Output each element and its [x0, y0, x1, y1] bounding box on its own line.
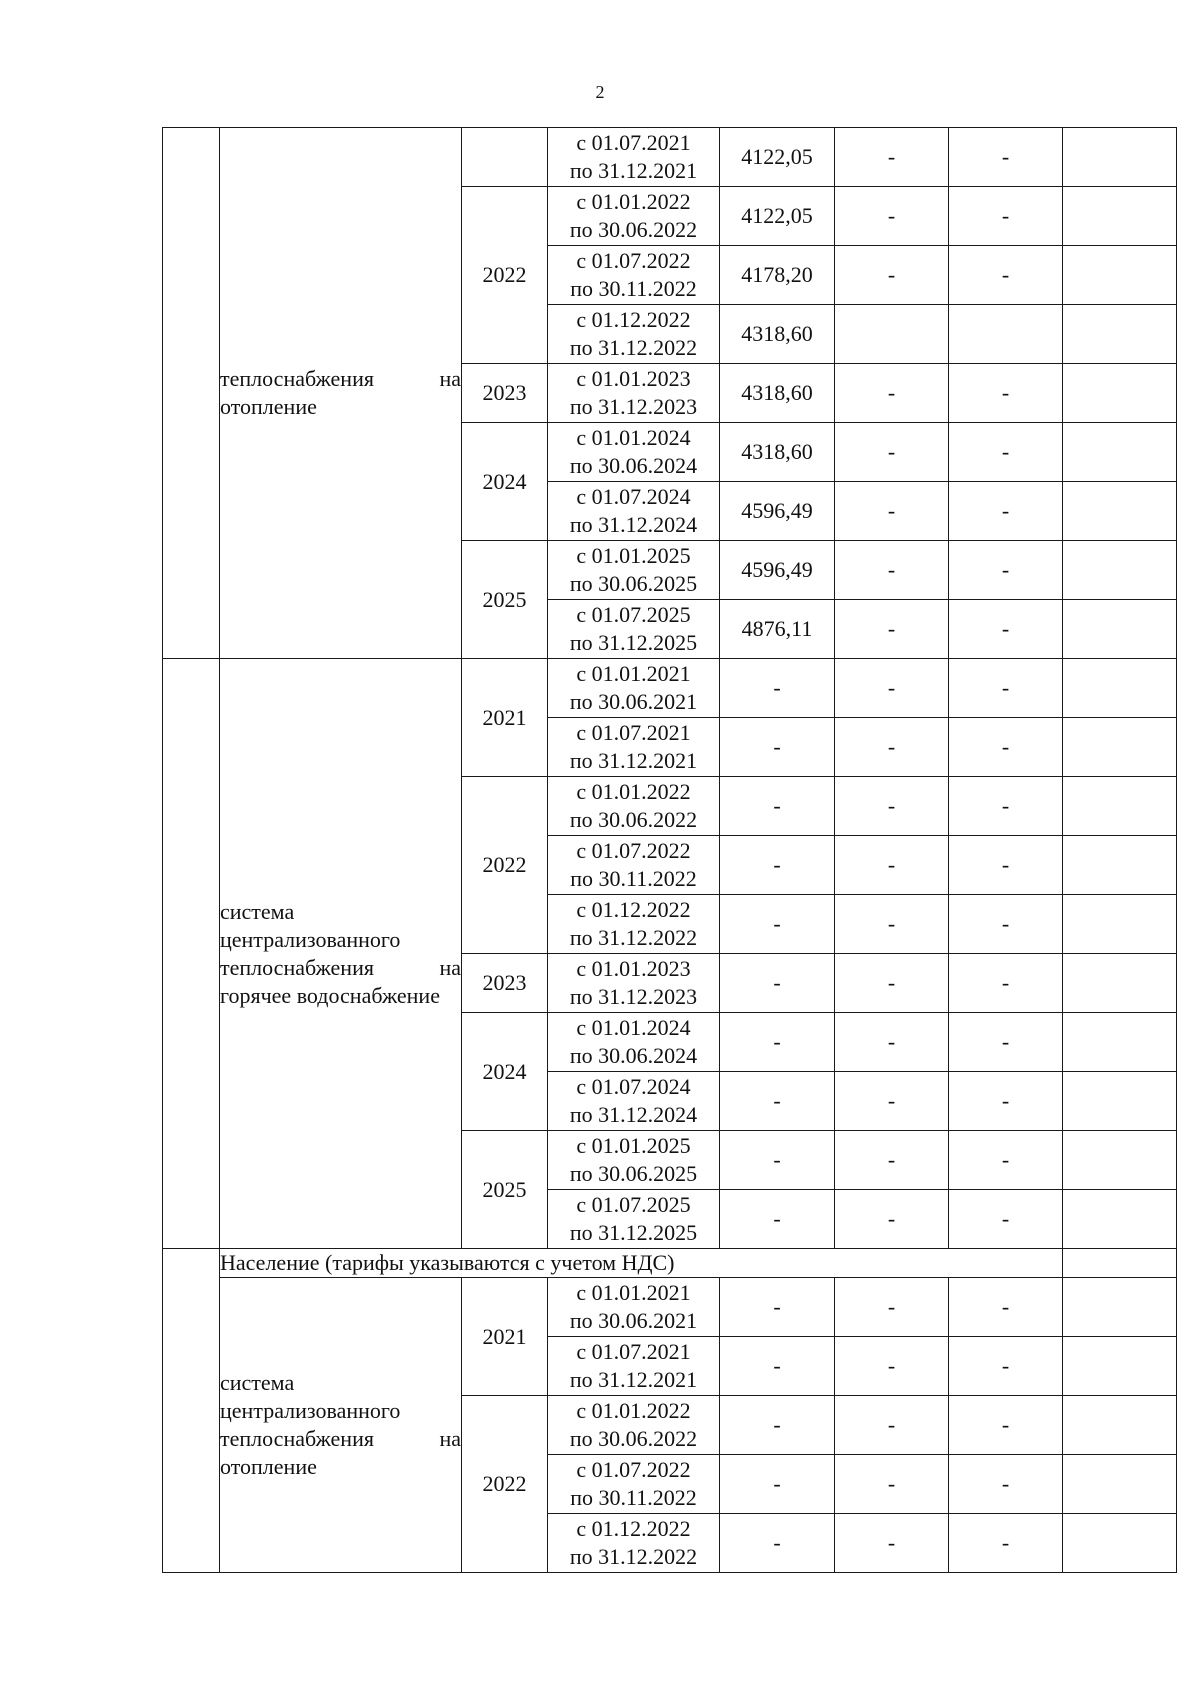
period-to: по 30.06.2022 [569, 217, 698, 242]
period-from: с 01.01.2022 [576, 189, 691, 214]
tariff-column-1: - [835, 1396, 949, 1455]
tariff-column-3 [1063, 482, 1177, 541]
year-cell: 2025 [462, 1131, 548, 1249]
tariff-column-2: - [949, 187, 1063, 246]
tariff-column-3 [1063, 1455, 1177, 1514]
tariff-column-1: - [835, 777, 949, 836]
tariff-column-2: - [949, 423, 1063, 482]
tariff-column-2: - [949, 659, 1063, 718]
period-from: с 01.01.2023 [576, 956, 691, 981]
tariff-value: - [720, 777, 835, 836]
group-header-row [163, 1249, 1177, 1278]
tariff-column-3 [1063, 187, 1177, 246]
period-cell [548, 1013, 720, 1072]
tariff-column-1 [835, 305, 949, 364]
tariff-value: - [720, 1337, 835, 1396]
tariff-value: 4596,49 [720, 541, 835, 600]
table-row [163, 128, 1177, 187]
tariff-value: - [720, 1455, 835, 1514]
period-cell [548, 777, 720, 836]
period-from: с 01.01.2021 [576, 1280, 691, 1305]
period-from: с 01.12.2022 [576, 307, 691, 332]
tariff-value: - [720, 1278, 835, 1337]
tariff-column-3 [1063, 1514, 1177, 1573]
tariff-value: - [720, 836, 835, 895]
year-cell: 2022 [462, 187, 548, 364]
year-cell [462, 128, 548, 187]
period-cell [548, 187, 720, 246]
tariff-column-1: - [835, 1455, 949, 1514]
period-cell [548, 718, 720, 777]
year-cell: 2023 [462, 954, 548, 1013]
tariff-column-1: - [835, 1013, 949, 1072]
consumer-system-name: теплоснабжения на отопление [220, 128, 462, 659]
period-from: с 01.07.2022 [576, 248, 691, 273]
period-cell [548, 836, 720, 895]
period-from: с 01.12.2022 [576, 897, 691, 922]
period-to: по 31.12.2023 [569, 394, 698, 419]
year-cell: 2024 [462, 423, 548, 541]
tariff-column-1: - [835, 954, 949, 1013]
tariff-column-2: - [949, 1013, 1063, 1072]
tariff-value: 4122,05 [720, 128, 835, 187]
tariff-column-2: - [949, 1396, 1063, 1455]
tariff-column-2: - [949, 718, 1063, 777]
tariff-column-1: - [835, 1131, 949, 1190]
tariff-table-body [163, 128, 1177, 1573]
tariff-column-2: - [949, 777, 1063, 836]
tariff-column-3 [1063, 1190, 1177, 1249]
period-to: по 31.12.2024 [569, 1102, 698, 1127]
period-to: по 30.06.2025 [569, 571, 698, 596]
period-to: по 30.06.2024 [569, 453, 698, 478]
tariff-column-2: - [949, 364, 1063, 423]
tariff-value: - [720, 1013, 835, 1072]
tariff-column-3 [1063, 718, 1177, 777]
tariff-column-1: - [835, 1072, 949, 1131]
period-to: по 31.12.2021 [569, 158, 698, 183]
tariff-column-2: - [949, 1514, 1063, 1573]
period-cell [548, 128, 720, 187]
period-to: по 31.12.2022 [569, 335, 698, 360]
row-number-cell [163, 128, 220, 659]
period-cell [548, 541, 720, 600]
row-number-cell [163, 1249, 220, 1573]
period-to: по 30.06.2021 [569, 1308, 698, 1333]
tariff-column-3 [1063, 246, 1177, 305]
tariff-column-1: - [835, 1190, 949, 1249]
tariff-column-3 [1063, 364, 1177, 423]
tariff-column-2: - [949, 482, 1063, 541]
tariff-column-3 [1063, 1278, 1177, 1337]
period-to: по 30.11.2022 [570, 866, 697, 891]
period-cell [548, 246, 720, 305]
tariff-value: - [720, 1131, 835, 1190]
tariff-column-3 [1063, 954, 1177, 1013]
period-to: по 30.06.2024 [569, 1043, 698, 1068]
period-from: с 01.12.2022 [576, 1516, 691, 1541]
period-to: по 30.06.2021 [569, 689, 698, 714]
tariff-value: 4178,20 [720, 246, 835, 305]
period-from: с 01.07.2025 [576, 1192, 691, 1217]
tariff-column-2: - [949, 1072, 1063, 1131]
period-to: по 30.06.2025 [569, 1161, 698, 1186]
period-from: с 01.01.2022 [576, 779, 691, 804]
tariff-column-1: - [835, 718, 949, 777]
tariff-value: - [720, 1072, 835, 1131]
table-row [163, 659, 1177, 718]
period-cell [548, 482, 720, 541]
period-from: с 01.07.2021 [576, 130, 691, 155]
tariff-column-3 [1063, 1131, 1177, 1190]
year-cell: 2021 [462, 1278, 548, 1396]
period-to: по 31.12.2025 [569, 630, 698, 655]
tariff-value: 4596,49 [720, 482, 835, 541]
period-cell [548, 600, 720, 659]
table-row [163, 1278, 1177, 1337]
period-from: с 01.07.2021 [576, 1339, 691, 1364]
tariff-column-3 [1063, 541, 1177, 600]
tariff-column-2: - [949, 954, 1063, 1013]
tariff-column-3 [1063, 1337, 1177, 1396]
tariff-column-3 [1063, 777, 1177, 836]
year-cell: 2021 [462, 659, 548, 777]
tariff-column-1: - [835, 1278, 949, 1337]
consumer-system-name: система централизованного теплоснабжения на горячее водоснабжение [220, 659, 462, 1249]
tariff-column-3 [1063, 1072, 1177, 1131]
year-cell: 2022 [462, 777, 548, 954]
period-from: с 01.01.2023 [576, 366, 691, 391]
tariff-column-3 [1063, 600, 1177, 659]
tariff-column-1: - [835, 895, 949, 954]
period-to: по 30.06.2022 [569, 1426, 698, 1451]
tariff-column-1: - [835, 246, 949, 305]
period-from: с 01.07.2022 [576, 838, 691, 863]
tariff-column-1: - [835, 1337, 949, 1396]
period-cell [548, 364, 720, 423]
tariff-value: - [720, 1190, 835, 1249]
tariff-value: - [720, 1514, 835, 1573]
tariff-column-2: - [949, 541, 1063, 600]
tariff-column-3 [1063, 1396, 1177, 1455]
period-cell [548, 1396, 720, 1455]
period-cell [548, 1131, 720, 1190]
tariff-column-1: - [835, 364, 949, 423]
period-from: с 01.07.2022 [576, 1457, 691, 1482]
period-to: по 31.12.2022 [569, 1544, 698, 1569]
tariff-column-3 [1063, 1249, 1177, 1278]
tariff-value: - [720, 895, 835, 954]
period-to: по 30.11.2022 [570, 276, 697, 301]
tariff-column-2: - [949, 246, 1063, 305]
period-to: по 31.12.2024 [569, 512, 698, 537]
tariff-value: 4318,60 [720, 364, 835, 423]
period-from: с 01.01.2025 [576, 1133, 691, 1158]
tariff-column-1: - [835, 659, 949, 718]
year-cell: 2022 [462, 1396, 548, 1573]
period-cell [548, 659, 720, 718]
tariff-column-3 [1063, 423, 1177, 482]
period-cell [548, 423, 720, 482]
tariff-column-2: - [949, 1278, 1063, 1337]
tariff-column-3 [1063, 1013, 1177, 1072]
tariff-value: - [720, 659, 835, 718]
tariff-column-3 [1063, 659, 1177, 718]
period-cell [548, 305, 720, 364]
row-number-cell [163, 659, 220, 1249]
period-from: с 01.01.2025 [576, 543, 691, 568]
period-cell [548, 1514, 720, 1573]
tariff-column-1: - [835, 541, 949, 600]
period-cell [548, 895, 720, 954]
period-to: по 31.12.2023 [569, 984, 698, 1009]
period-from: с 01.01.2022 [576, 1398, 691, 1423]
tariff-column-3 [1063, 305, 1177, 364]
tariff-value: - [720, 718, 835, 777]
period-cell [548, 1278, 720, 1337]
tariff-column-1: - [835, 482, 949, 541]
tariff-table [162, 127, 1177, 1573]
period-from: с 01.01.2024 [576, 1015, 691, 1040]
tariff-column-1: - [835, 1514, 949, 1573]
period-from: с 01.07.2024 [576, 484, 691, 509]
tariff-value: - [720, 1396, 835, 1455]
tariff-column-3 [1063, 895, 1177, 954]
period-cell [548, 1190, 720, 1249]
tariff-value: 4318,60 [720, 423, 835, 482]
period-to: по 30.06.2022 [569, 807, 698, 832]
period-cell [548, 1337, 720, 1396]
tariff-column-3 [1063, 836, 1177, 895]
tariff-column-3 [1063, 128, 1177, 187]
tariff-value: 4122,05 [720, 187, 835, 246]
year-cell: 2023 [462, 364, 548, 423]
population-header: Население (тарифы указываются с учетом НДС) [220, 1249, 1063, 1278]
year-cell: 2025 [462, 541, 548, 659]
period-from: с 01.07.2021 [576, 720, 691, 745]
tariff-column-2: - [949, 1337, 1063, 1396]
tariff-column-2: - [949, 128, 1063, 187]
consumer-system-name: система централизованного теплоснабжения на отопление [220, 1278, 462, 1573]
tariff-column-1: - [835, 128, 949, 187]
tariff-column-2: - [949, 1190, 1063, 1249]
period-to: по 31.12.2025 [569, 1220, 698, 1245]
tariff-column-1: - [835, 187, 949, 246]
period-cell [548, 954, 720, 1013]
tariff-column-2 [949, 305, 1063, 364]
period-to: по 30.11.2022 [570, 1485, 697, 1510]
period-to: по 31.12.2021 [569, 1367, 698, 1392]
period-cell [548, 1072, 720, 1131]
tariff-column-2: - [949, 1131, 1063, 1190]
period-to: по 31.12.2021 [569, 748, 698, 773]
tariff-column-1: - [835, 600, 949, 659]
tariff-column-1: - [835, 423, 949, 482]
page-number: 2 [595, 82, 605, 102]
tariff-column-1: - [835, 836, 949, 895]
tariff-column-2: - [949, 1455, 1063, 1514]
period-from: с 01.07.2025 [576, 602, 691, 627]
period-cell [548, 1455, 720, 1514]
tariff-column-2: - [949, 895, 1063, 954]
tariff-column-2: - [949, 600, 1063, 659]
period-to: по 31.12.2022 [569, 925, 698, 950]
tariff-value: - [720, 954, 835, 1013]
tariff-value: 4318,60 [720, 305, 835, 364]
period-from: с 01.01.2021 [576, 661, 691, 686]
period-from: с 01.07.2024 [576, 1074, 691, 1099]
period-from: с 01.01.2024 [576, 425, 691, 450]
year-cell: 2024 [462, 1013, 548, 1131]
tariff-column-2: - [949, 836, 1063, 895]
tariff-value: 4876,11 [720, 600, 835, 659]
